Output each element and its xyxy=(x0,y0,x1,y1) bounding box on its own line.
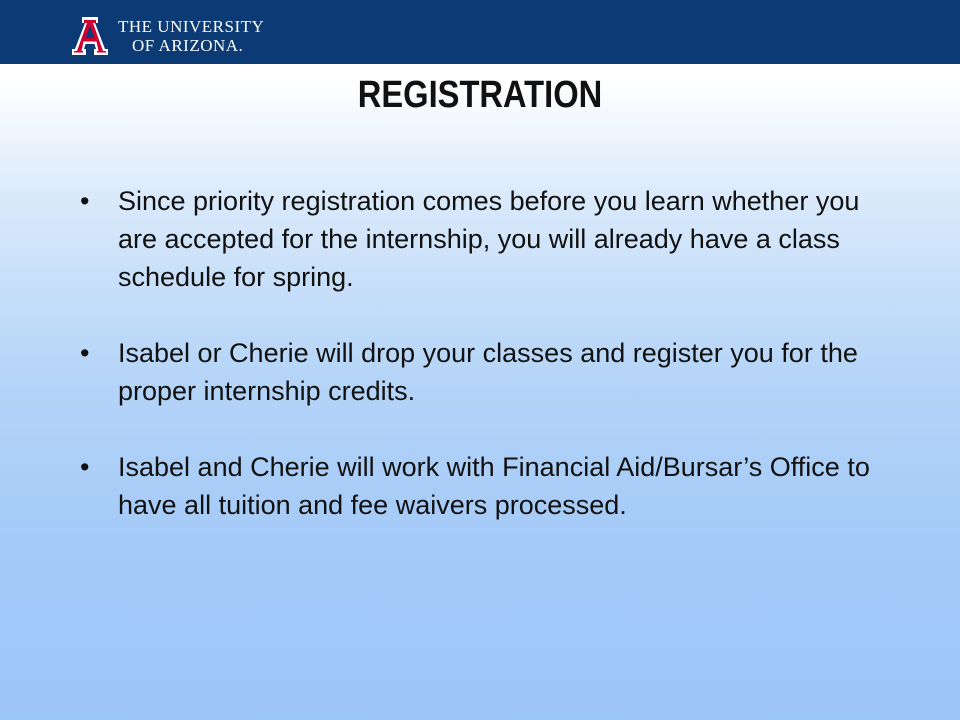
university-logo[interactable] xyxy=(70,14,264,58)
header-bar xyxy=(0,0,960,64)
arizona-a-logo-icon xyxy=(70,15,110,57)
bullet-text: Since priority registration comes before you learn whether you are accepted for the internship, you will already have a class schedule for spring. xyxy=(118,186,860,292)
bullet-list xyxy=(80,182,900,524)
bullet-dot-icon: • xyxy=(80,452,90,482)
bullet-item-1 xyxy=(80,182,900,296)
wordmark-line-1: THE UNIVERSITY xyxy=(118,17,265,36)
bullet-text: Isabel and Cherie will work with Financial Aid/Bursar’s Office to have all tuition and fee waivers processed. xyxy=(118,452,870,520)
university-wordmark xyxy=(118,17,264,55)
bullet-item-3 xyxy=(80,448,900,524)
bullet-dot-icon: • xyxy=(80,186,90,216)
bullet-dot-icon: • xyxy=(80,338,90,368)
slide-title: REGISTRATION xyxy=(357,74,603,116)
bullet-item-2 xyxy=(80,334,900,410)
bullet-text: Isabel or Cherie will drop your classes and register you for the proper internship credits. xyxy=(118,338,858,406)
wordmark-line-2: OF ARIZONA. xyxy=(132,36,244,55)
